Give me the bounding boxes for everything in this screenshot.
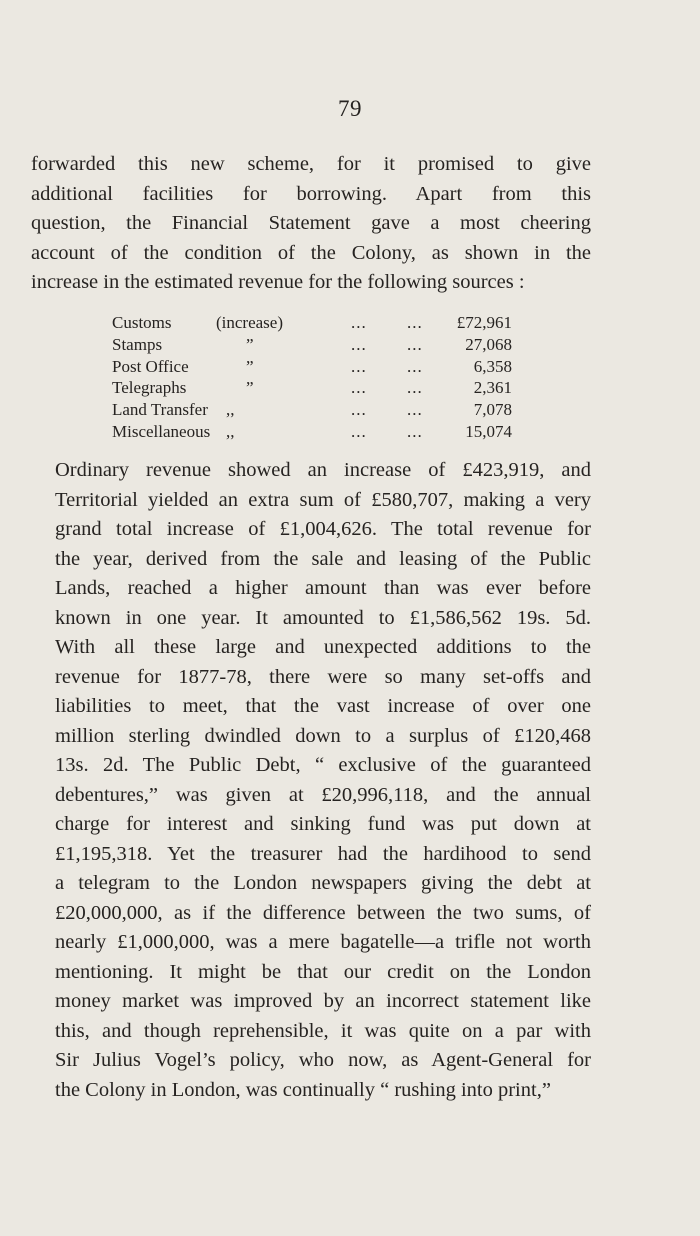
text-line: £1,195,318. Yet the treasurer had the hardihood to send (55, 842, 591, 865)
text-line: question, the Financial Statement gave a most cheering (31, 212, 591, 234)
text-line: With all these large and unexpected additions to the (55, 636, 591, 658)
text-line: additional facilities for borrowing. Apart from this (31, 182, 591, 205)
leader-dots: ... (351, 400, 367, 420)
text-line: increase in the estimated revenue for the following sources : (31, 271, 525, 293)
text-line: grand total increase of £1,004,626. The total revenue for (55, 518, 591, 540)
text-line: charge for interest and sinking fund was put down at (55, 813, 591, 835)
intro-paragraph (31, 150, 591, 298)
text-line: debentures,” was given at £20,996,118, and the annual (55, 783, 591, 806)
body-paragraph (31, 456, 591, 1105)
table-row (112, 377, 512, 399)
text-line: nearly £1,000,000, was a mere bagatelle—a trifle not worth (55, 931, 591, 953)
text-line: account of the condition of the Colony, as shown in the (31, 241, 591, 264)
text-line: Territorial yielded an extra sum of £580,707, making a very (55, 488, 591, 511)
leader-dots: ... (351, 378, 367, 398)
revenue-increase-table (112, 312, 512, 443)
table-row (112, 334, 512, 356)
revenue-source: Post Office (112, 356, 189, 376)
table-row (112, 312, 512, 334)
text-line: revenue for 1877-78, there were so many set-offs and (55, 665, 591, 688)
text-line: Ordinary revenue showed an increase of £423,919, and (55, 459, 591, 481)
text-line: forwarded this new scheme, for it promised to give (31, 153, 591, 175)
leader-dots: ... (407, 400, 423, 420)
text-line: known in one year. It amounted to £1,586,562 19s. 5d. (55, 606, 591, 629)
revenue-note: ” (246, 356, 254, 376)
text-line: Sir Julius Vogel’s policy, who now, as Agent-General for (55, 1049, 591, 1071)
revenue-amount: 27,068 (465, 334, 512, 354)
text-line: money market was improved by an incorrect statement like (55, 990, 591, 1012)
leader-dots: ... (407, 313, 423, 332)
leader-dots: ... (407, 334, 423, 354)
text-line: the year, derived from the sale and leasing of the Public (55, 547, 591, 570)
leader-dots: ... (407, 378, 423, 398)
leader-dots: ... (351, 421, 367, 441)
revenue-amount: 7,078 (473, 400, 512, 420)
table-row (112, 356, 512, 378)
revenue-note: (increase) (216, 313, 284, 332)
leader-dots: ... (351, 334, 367, 354)
revenue-source: Stamps (112, 334, 163, 354)
text-line: million sterling dwindled down to a surplus of £120,468 (55, 724, 591, 747)
text-line: liabilities to meet, that the vast increase of over one (55, 695, 591, 717)
revenue-amount: £72,961 (456, 313, 512, 332)
revenue-amount: 2,361 (473, 378, 512, 398)
page-number: 79 (338, 96, 362, 121)
text-line: this, and though reprehensible, it was quite on a par with (55, 1019, 591, 1042)
revenue-source: Customs (112, 313, 172, 332)
table-row (112, 421, 512, 443)
revenue-amount: 15,074 (465, 421, 512, 441)
text-line: the Colony in London, was continually “ rushing into print,” (55, 1078, 551, 1101)
revenue-source: Miscellaneous (112, 421, 211, 441)
revenue-note: ” (246, 378, 254, 398)
text-line: a telegram to the London newspapers giving the debt at (55, 872, 591, 894)
revenue-source: Telegraphs (112, 378, 187, 398)
revenue-source: Land Transfer (112, 400, 208, 420)
revenue-note: ” (246, 334, 254, 354)
leader-dots: ... (351, 313, 367, 332)
text-line: Lands, reached a higher amount than was ever before (55, 577, 591, 599)
leader-dots: ... (407, 356, 423, 376)
table-row (112, 399, 512, 421)
revenue-note: ,, (226, 421, 235, 441)
leader-dots: ... (407, 421, 423, 441)
revenue-amount: 6,358 (473, 356, 512, 376)
text-line: 13s. 2d. The Public Debt, “ exclusive of the guaranteed (55, 754, 591, 776)
text-line: mentioning. It might be that our credit on the London (55, 960, 591, 983)
text-line: £20,000,000, as if the difference between the two sums, of (55, 901, 591, 924)
revenue-note: ,, (226, 400, 235, 420)
leader-dots: ... (351, 356, 367, 376)
